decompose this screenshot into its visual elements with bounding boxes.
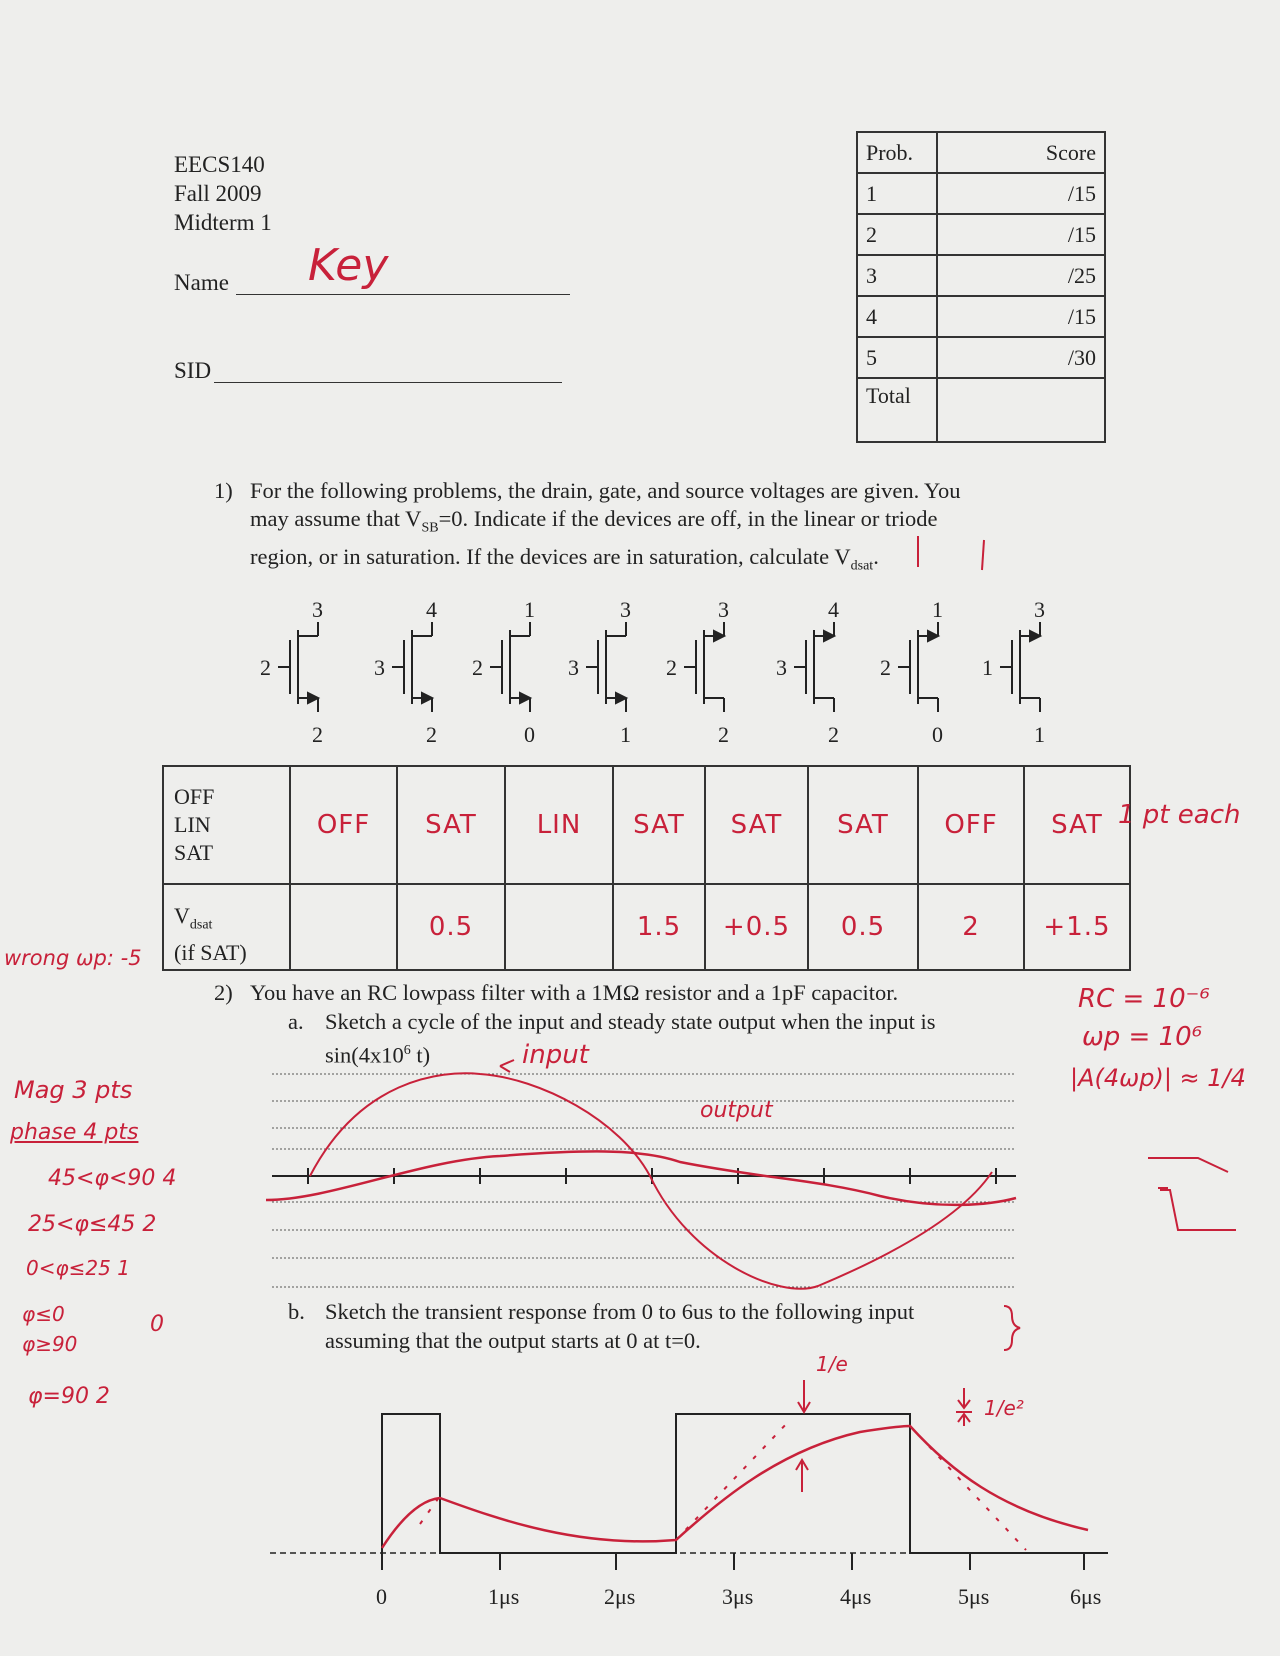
bode-magnitude-sketch (1148, 1158, 1228, 1172)
region-answer: OFF (918, 766, 1024, 884)
note-gain: |A(4ωp)| ≈ 1/4 (1070, 1064, 1246, 1092)
wrong-note: wrong ωp: -5 (4, 946, 142, 970)
region-answer: SAT (808, 766, 918, 884)
vdsat-v: V (174, 902, 190, 928)
pmos-arrow (714, 631, 724, 641)
name-value: Key (308, 240, 389, 291)
region-answer: SAT (397, 766, 505, 884)
term-label: Fall 2009 (174, 181, 262, 206)
course-label: EECS140 (174, 152, 265, 177)
score-col-prob: Prob. (857, 132, 937, 173)
problem1-line2-b: =0. Indicate if the devices are off, in the linear or triode (438, 506, 938, 531)
region-row-label (163, 766, 290, 884)
problem1-line3: region, or in saturation. If the devices are in saturation, calculate $V_{dsat}$. (250, 543, 879, 573)
sid-label: SID (174, 358, 212, 383)
output-sine-curve (266, 1151, 1016, 1204)
vdsat-answer: +1.5 (1024, 884, 1130, 970)
vdsat-answer: +0.5 (705, 884, 808, 970)
grade-line-7: φ=90 2 (28, 1384, 110, 1409)
terminal-bottom-label: 2 (312, 722, 323, 747)
terminal-gate-label: 3 (568, 655, 579, 680)
region-answer: OFF (290, 766, 397, 884)
score-value: /15 (937, 214, 1105, 255)
vdsat-row-label (163, 884, 290, 970)
terminal-bottom-label: 0 (932, 722, 943, 747)
problem2-intro: You have an RC lowpass filter with a 1MΩ resistor and a 1pF capacitor. (250, 980, 899, 1005)
transistor-pmos (1000, 622, 1040, 712)
terminal-gate-label: 2 (472, 655, 483, 680)
grade-mag: Mag 3 pts (14, 1076, 133, 1104)
grade-line-3: 0<φ≤25 1 (26, 1256, 130, 1280)
vsb-sub: SB (421, 520, 439, 536)
problem1-line1: For the following problems, the drain, gate, and source voltages are given. You (250, 478, 961, 503)
e-label-1: 1/e (816, 1352, 848, 1376)
part-b-line2: assuming that the output starts at 0 at t=0. (325, 1328, 701, 1353)
note-wp: ωp = 10⁶ (1082, 1022, 1203, 1052)
formula-tail: t) (410, 1042, 431, 1068)
time-tick-label: 6μs (1070, 1584, 1102, 1609)
exam-label: Midterm 1 (174, 210, 272, 235)
region-row (163, 766, 1130, 884)
terminal-top-label: 1 (932, 597, 943, 622)
time-tick-label: 2μs (604, 1584, 636, 1609)
input-label: input (522, 1040, 589, 1070)
nmos-arrow (616, 693, 626, 703)
time-tick-labels (376, 1584, 1101, 1609)
score-prob: 4 (857, 296, 937, 337)
transient-ticks (382, 1553, 1084, 1570)
score-value: /25 (937, 255, 1105, 296)
terminal-bottom-label: 2 (828, 722, 839, 747)
vdsat-if-sat: (if SAT) (174, 940, 247, 965)
label-off: OFF (174, 784, 215, 809)
transistor-nmos (278, 622, 318, 712)
problem2-number: 2) (214, 980, 233, 1005)
note-rc: RC = 10⁻⁶ (1078, 984, 1210, 1014)
vdsat-answer: 0.5 (397, 884, 505, 970)
arrow-1-e (798, 1380, 810, 1412)
score-prob: 5 (857, 337, 937, 378)
vdsat-label (174, 902, 288, 939)
transistor-pmos (684, 622, 724, 712)
problem1-line3-a: region, or in saturation. If the devices are in saturation, calculate V (250, 543, 851, 569)
terminal-bottom-label: 1 (1034, 722, 1045, 747)
grade-phase: phase 4 pts (10, 1120, 139, 1145)
score-prob: 3 (857, 255, 937, 296)
region-answer: SAT (1024, 766, 1130, 884)
grade-line-4: φ≤0 (22, 1302, 65, 1326)
region-answer: LIN (505, 766, 613, 884)
terminal-bottom-label: 1 (620, 722, 631, 747)
time-tick-label: 1μs (488, 1584, 520, 1609)
pmos-arrow (1030, 631, 1040, 641)
terminal-top-label: 3 (620, 597, 631, 622)
vdsat-sub: dsat (850, 558, 874, 573)
time-tick-label: 4μs (840, 1584, 872, 1609)
grading-note: 1 pt each (1118, 800, 1241, 830)
score-value: /30 (937, 337, 1105, 378)
time-tick-label: 0 (376, 1584, 387, 1609)
terminal-top-label: 3 (312, 597, 323, 622)
brace (1004, 1306, 1020, 1350)
output-label: output (700, 1098, 773, 1123)
grade-line-6: 0 (150, 1312, 164, 1337)
terminal-bottom-label: 0 (524, 722, 535, 747)
terminal-top-label: 1 (524, 597, 535, 622)
tangent-lines (420, 1420, 1026, 1550)
region-answer: SAT (705, 766, 808, 884)
transistor-labels (260, 597, 1045, 747)
vdsat-answer: 2 (918, 884, 1024, 970)
region-answer: SAT (613, 766, 705, 884)
formula-exp: 6 (403, 1043, 411, 1058)
transistor-pmos (794, 622, 834, 712)
score-value: /15 (937, 296, 1105, 337)
grade-line-2: 25<φ≤45 2 (28, 1212, 157, 1237)
terminal-gate-label: 2 (260, 655, 271, 680)
score-prob: Total (857, 378, 937, 442)
terminal-top-label: 3 (1034, 597, 1045, 622)
transistor-nmos (490, 622, 530, 712)
formula-base: sin(4x10 (325, 1042, 404, 1068)
score-prob: 1 (857, 173, 937, 214)
terminal-top-label: 4 (828, 597, 839, 622)
part-a-formula (325, 1037, 430, 1070)
score-col-score: Score (937, 132, 1105, 173)
score-value: /15 (937, 173, 1105, 214)
pmos-arrow (824, 631, 834, 641)
problem1-line2-a: may assume that V (250, 506, 422, 531)
nmos-arrow (422, 693, 432, 703)
vdsat-label-sub: dsat (189, 917, 213, 932)
time-tick-label: 5μs (958, 1584, 990, 1609)
label-lin: LIN (174, 812, 211, 837)
terminal-gate-label: 3 (374, 655, 385, 680)
terminal-top-label: 3 (718, 597, 729, 622)
terminal-bottom-label: 2 (426, 722, 437, 747)
e-label-2: 1/e² (984, 1396, 1024, 1420)
nmos-arrow (520, 693, 530, 703)
transistor-row (278, 622, 1040, 712)
terminal-gate-label: 3 (776, 655, 787, 680)
part-a-text: Sketch a cycle of the input and steady state output when the input is (325, 1009, 936, 1034)
part-a-label: a. (288, 1009, 304, 1034)
terminal-bottom-label: 2 (718, 722, 729, 747)
grade-line-5: φ≥90 (22, 1332, 78, 1356)
transient-response-curve (382, 1426, 1088, 1548)
transistor-nmos (586, 622, 626, 712)
score-prob: 2 (857, 214, 937, 255)
time-tick-label: 3μs (722, 1584, 754, 1609)
transistor-pmos (898, 622, 938, 712)
terminal-top-label: 4 (426, 597, 437, 622)
sine-plot-axis (272, 1168, 1016, 1184)
arrow-1-e-up (796, 1460, 808, 1492)
part-b-label: b. (288, 1299, 305, 1324)
vdsat-row (163, 884, 1130, 970)
terminal-gate-label: 1 (982, 655, 993, 680)
vdsat-answer (290, 884, 397, 970)
vdsat-answer: 1.5 (613, 884, 705, 970)
part-b-line1: Sketch the transient response from 0 to 6us to the following input (325, 1299, 915, 1324)
problem1-number: 1) (214, 478, 233, 503)
sine-plot-grid (272, 1074, 1016, 1287)
nmos-arrow (308, 693, 318, 703)
transistor-nmos (392, 622, 432, 712)
arrow-1-e2 (956, 1388, 972, 1426)
input-arrow (500, 1060, 514, 1072)
vdsat-answer (505, 884, 613, 970)
bode-phase-sketch (1158, 1188, 1236, 1230)
label-sat: SAT (174, 840, 214, 865)
grade-line-1: 45<φ<90 4 (48, 1166, 177, 1191)
pmos-arrow (928, 631, 938, 641)
terminal-gate-label: 2 (666, 655, 677, 680)
region-table (162, 765, 1131, 971)
name-label: Name (174, 270, 229, 295)
vdsat-answer: 0.5 (808, 884, 918, 970)
red-mark (982, 540, 984, 570)
terminal-gate-label: 2 (880, 655, 891, 680)
